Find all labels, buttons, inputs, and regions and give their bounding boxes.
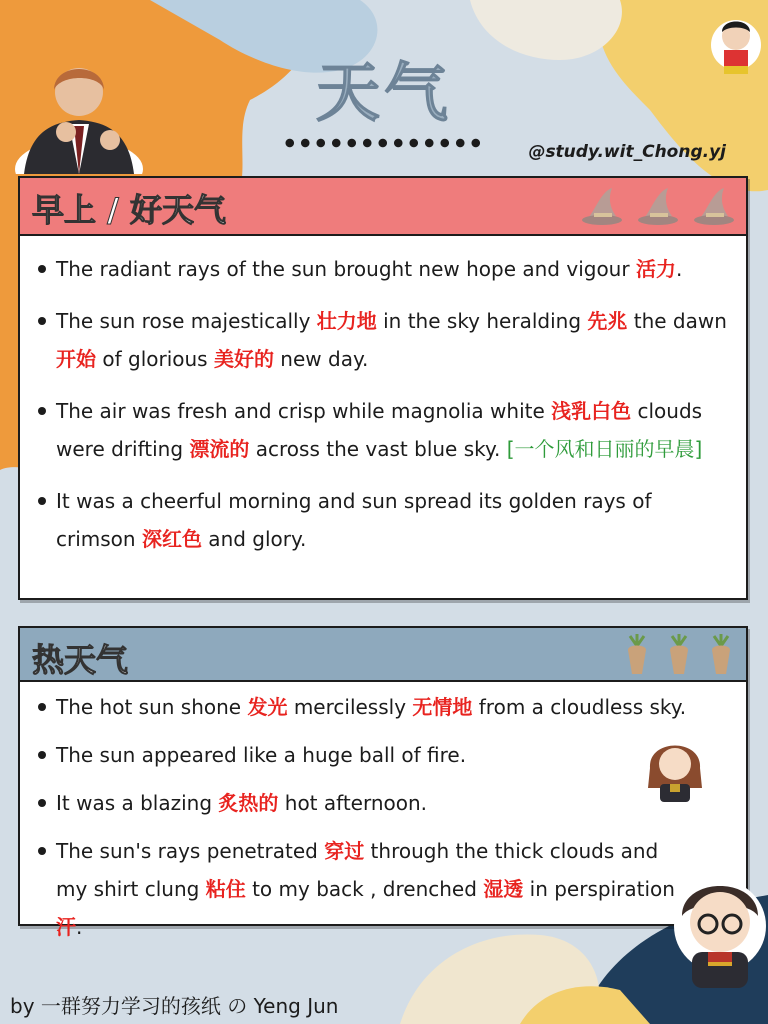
- mandrake-icon: [664, 634, 694, 678]
- list-item: It was a cheerful morning and sun spread its golden rays of crimson 深红色 and glory.: [34, 482, 736, 558]
- witch-hat-icon: [636, 184, 680, 228]
- witch-hat-icon: [692, 184, 736, 228]
- hot-weather-list: [20, 682, 746, 970]
- list-item: The air was fresh and crisp while magnolia white 浅乳白色 clouds were drifting 漂流的 across the vast blue sky. [一个风和日丽的早晨]: [34, 392, 736, 468]
- list-item: The sun rose majestically 壮力地 in the sky heralding 先兆 the dawn 开始 of glorious 美好的 new day.: [34, 302, 736, 378]
- list-item: The hot sun shone 发光 mercilessly 无情地 from a cloudless sky.: [34, 688, 736, 726]
- witch-hat-icons: [580, 184, 736, 228]
- list-item: The sun's rays penetrated 穿过 through the thick clouds and my shirt clung 粘住 to my back , drenched 湿透 in perspiration 汗.: [34, 832, 736, 946]
- witch-hat-icon: [580, 184, 624, 228]
- dotted-divider: [282, 135, 482, 151]
- list-item: The radiant rays of the sun brought new hope and vigour 活力.: [34, 250, 736, 288]
- footer-credit: by 一群努力学习的孩纸 の Yeng Jun: [10, 994, 339, 1018]
- boy-glasses-sticker: [672, 866, 768, 996]
- mandrake-icon: [622, 634, 652, 678]
- girl-sticker: [640, 728, 710, 808]
- morning-weather-list: [20, 236, 746, 582]
- morning-weather-heading: 早上 / 好天气: [32, 191, 226, 229]
- author-handle: @study.wit_Chong.yj: [528, 142, 726, 162]
- page-title: 天气: [316, 57, 452, 131]
- mandrake-icon: [706, 634, 736, 678]
- morning-weather-card: [18, 176, 748, 600]
- mandrake-icons: [622, 634, 736, 678]
- hot-weather-header: [20, 628, 746, 682]
- list-item: It was a blazing 炙热的 hot afternoon.: [34, 784, 736, 822]
- morning-weather-header: [20, 178, 746, 236]
- hot-weather-heading: 热天气: [32, 641, 129, 679]
- list-item: The sun appeared like a huge ball of fire.: [34, 736, 736, 774]
- hot-weather-card: [18, 626, 748, 939]
